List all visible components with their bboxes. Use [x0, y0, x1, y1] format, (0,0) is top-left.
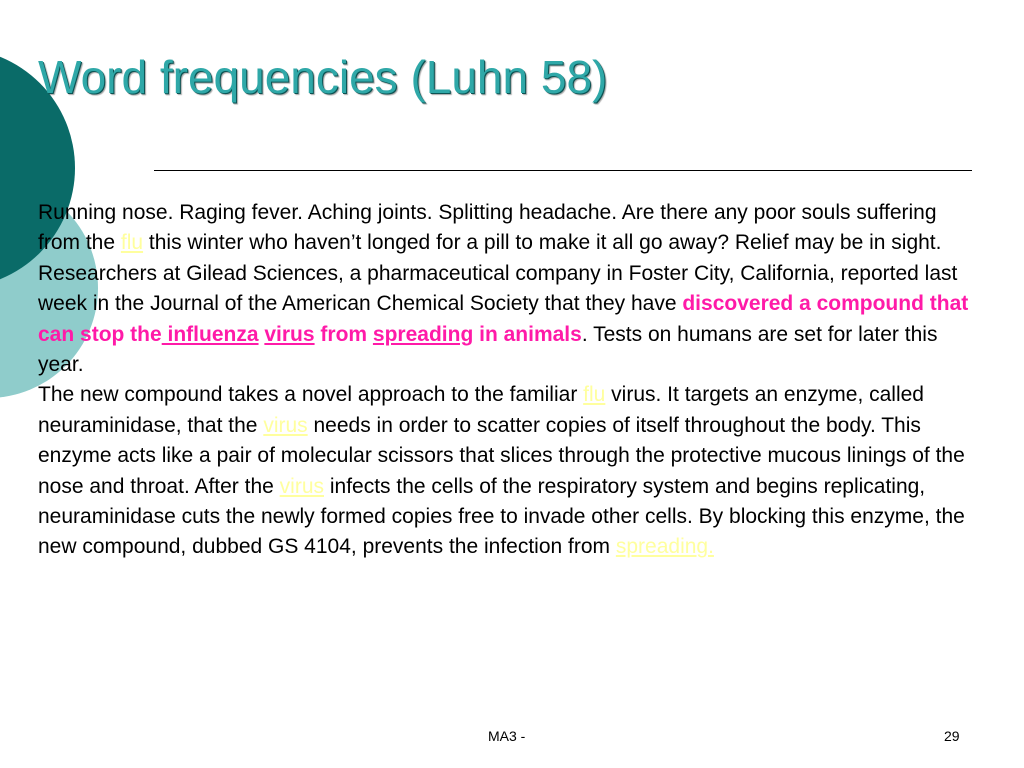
text: infects the cells of the respiratory system and begins replicating, neuraminidase cuts the newly formed copies free to invade other cells. By blocking this enzyme, the new compound, dubbed GS 4104, prevents the infection from — [38, 474, 965, 559]
paragraph-2 — [38, 380, 978, 562]
highlight-keyword-spreading: spreading — [372, 322, 474, 346]
text: Running nose. Raging fever. Aching joints. Splitting headache. Are there any poor souls suffering from the — [38, 201, 937, 255]
page-number: 29 — [944, 728, 960, 744]
highlight-phrase: from — [314, 322, 373, 346]
keyword-virus: virus — [279, 474, 325, 498]
text: this winter who haven’t longed for a pill to make it all go away? Relief may be in sight. Researchers at Gilead Sciences, a pharmaceutical company in Foster City, California, reported last week in the Journal of the American Chemical Society that they have — [38, 231, 958, 316]
text: The new compound takes a novel approach to the familiar — [38, 383, 584, 407]
keyword-spreading: spreading. — [615, 535, 714, 559]
highlight-keyword-virus: virus — [264, 322, 315, 346]
highlight-phrase: in animals — [473, 322, 582, 346]
keyword-virus: virus — [263, 413, 308, 437]
paragraph-1 — [38, 198, 978, 380]
keyword-flu: flu — [583, 383, 606, 407]
text: needs in order to scatter copies of itself throughout the body. This enzyme acts like a pair of molecular scissors that slices through the protective mucous linings of the nose and throat. After the — [38, 413, 965, 498]
highlight-keyword-influenza: influenza — [161, 322, 259, 346]
title-divider — [154, 170, 972, 171]
slide-title: Word frequencies (Luhn 58) — [38, 51, 608, 103]
highlight-phrase: discovered a compound that can stop the — [38, 292, 969, 346]
footer-label: MA3 - — [488, 728, 526, 744]
text: virus. It targets an enzyme, called neuraminidase, that the — [38, 383, 924, 437]
slide-body — [38, 198, 978, 563]
keyword-flu: flu — [120, 231, 144, 255]
text: . Tests on humans are set for later this year. — [38, 322, 938, 377]
